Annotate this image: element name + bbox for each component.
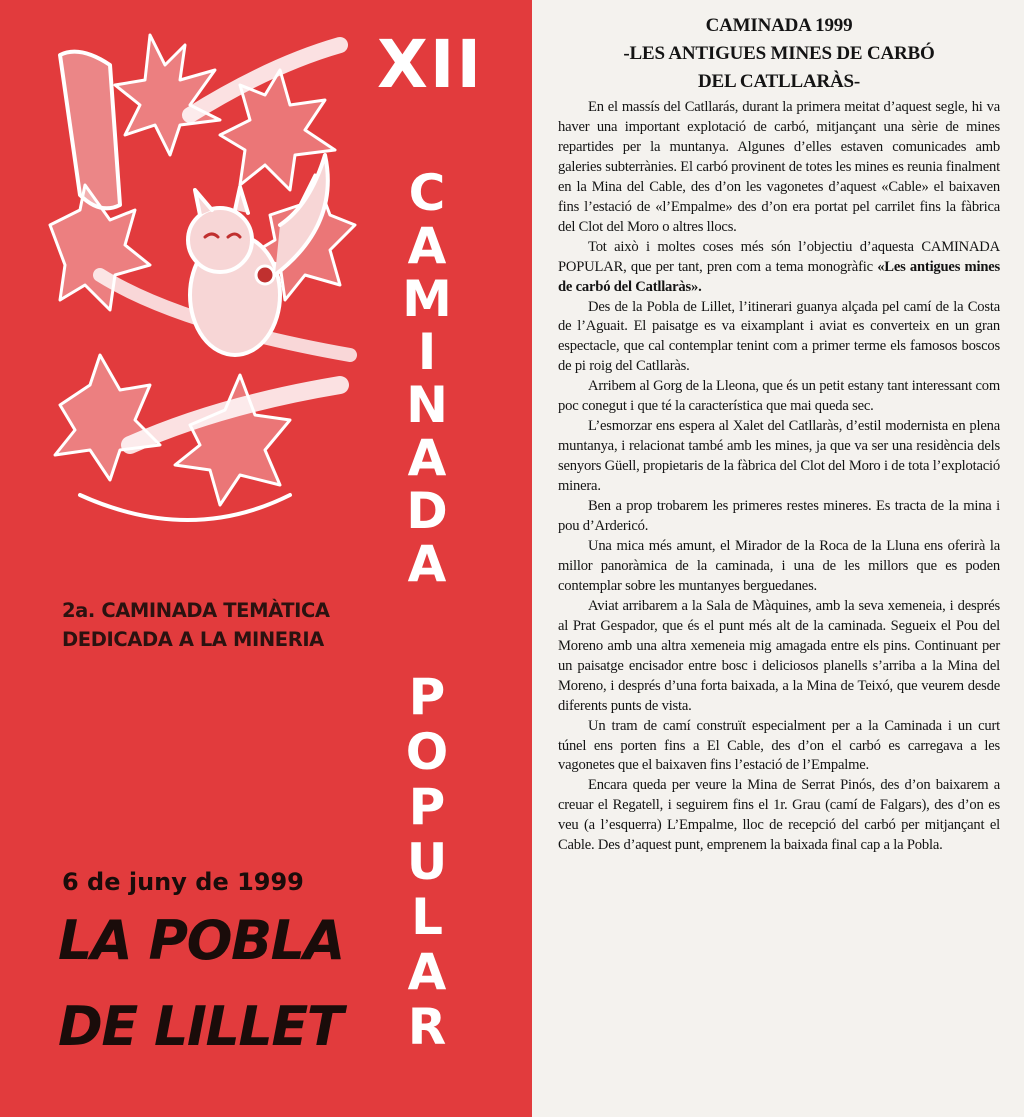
- article-paragraph: Un tram de camí construït especialment per a la Caminada i un curt túnel ens porten fins a El Cable, des d’on el carbó es carregava a les vagonetes que el baixaven fins l’estació de l’Empalme.: [558, 717, 1000, 774]
- article-paragraph: Aviat arribarem a la Sala de Màquines, amb la seva xemeneia, i després al Prat Gespador, que és el punt més alt de la caminada. Segueix el Pou del Moreno amb una altra xemeneia mig amagada entre els pins. Continuant per un paisatge encisador entre bosc i deliciosos planells s’arriba a la Mina del Moreno, i després d’una forta baixada, a la Mina de Teixó, que veurem desde diferents punts de vista.: [558, 597, 1000, 714]
- vertical-letter: O: [405, 723, 449, 781]
- squirrel-among-oak-leaves-icon: [40, 25, 360, 535]
- article-paragraph: L’esmorzar ens espera al Xalet del Catllaràs, d’estil modernista en plena muntanya, i relacionat també amb les mines, ja que va ser una residència dels senyors Güell, propietaris de la fàbrica del Clot del Moro i de tota l’explotació minera.: [558, 418, 1000, 495]
- title-line: CAMINADA 1999: [705, 15, 853, 36]
- vertical-letter: U: [406, 833, 448, 891]
- article-paragraph: Encara queda per veure la Mina de Serrat Pinós, des d’on baixarem a creuar el Regatell, i seguirem fins el 1r. Grau (camí de Falgars), des d’on es veu (a l’esquerra) L’Empalme, lloc de recepció del carbó per mitjançant el Cable. Des d’aquest punt, emprenem la baixada final cap a la Pobla.: [558, 777, 1000, 854]
- vertical-letter: R: [407, 998, 447, 1056]
- vertical-letter: A: [407, 943, 447, 1001]
- vertical-letter: M: [402, 270, 452, 328]
- vertical-letter: L: [411, 888, 443, 946]
- vertical-letter: C: [408, 164, 446, 222]
- theme-highlight: «Les antigues mines de carbó del Catllaràs».: [558, 258, 1000, 295]
- vertical-letter: P: [408, 778, 446, 836]
- vertical-letter: P: [408, 668, 446, 726]
- vertical-letter: N: [406, 376, 448, 434]
- theme-line: 2a. CAMINADA TEMÀTICA: [62, 599, 330, 622]
- article-title: [558, 12, 1000, 96]
- vertical-letter: D: [406, 482, 448, 540]
- vertical-letter: A: [407, 429, 447, 487]
- vertical-letter: I: [417, 323, 437, 381]
- vertical-word-caminada: [392, 164, 462, 593]
- vertical-letter: A: [407, 217, 447, 275]
- vertical-letter: A: [407, 535, 447, 593]
- vertical-word-popular: [392, 668, 462, 1057]
- article-paragraph: Arribem al Gorg de la Lleona, que és un petit estany tant interessant com poc conegut i que té la característica que mai queda sec.: [558, 378, 1000, 415]
- title-line: -LES ANTIGUES MINES DE CARBÓ: [623, 43, 935, 64]
- town-name: [58, 898, 344, 1070]
- article-panel: [558, 12, 1000, 856]
- event-date: 6 de juny de 1999: [62, 868, 304, 896]
- article-paragraph: En el massís del Catllarás, durant la primera meitat d’aquest segle, hi va haver una important explotació de carbó, mitjançant una sèrie de mines repartides per la muntanya. Algunes d’elles estaven comunicades amb galeries subterrànies. El carbó provinent de totes les mines es reunia finalment en la Mina del Cable, des d’on les vagonetes d’aquest «Cable» el baixaven fins l’estació de «l’Empalme» des d’on era portat pel carrilet fins la fàbrica del Clot del Moro o altres llocs.: [558, 99, 1000, 235]
- article-paragraph: Des de la Pobla de Lillet, l’itinerari guanya alçada pel camí de la Costa de l’Aguait. El paisatge es va eixamplant i aviat es converteix en un gran espectacle, que cal contemplar tenint com a primer terme els famosos boscos de pi roig del Catllaràs.: [558, 298, 1000, 375]
- town-line: DE LILLET: [58, 995, 343, 1058]
- town-line: LA POBLA: [58, 909, 344, 972]
- theme-line: DEDICADA A LA MINERIA: [62, 628, 324, 651]
- title-line: DEL CATLLARÀS-: [697, 71, 861, 92]
- article-body: [558, 98, 1000, 856]
- article-paragraph: Tot això i moltes coses més són l’objectiu d’aquesta CAMINADA POPULAR, que per tant, pren com a tema monogràfic «Les antigues mines de carbó del Catllaràs».: [558, 238, 1000, 295]
- article-paragraph: Ben a prop trobarem les primeres restes mineres. Es tracta de la mina i pou d’Ardericó.: [558, 498, 1000, 535]
- theme-caption: [62, 596, 382, 654]
- edition-numeral: XII: [377, 26, 483, 103]
- article-paragraph: Una mica més amunt, el Mirador de la Roca de la Lluna ens oferirà la millor panoràmica de la caminada, i una de les millors que es poden contemplar sobre les muntanyes berguedanes.: [558, 537, 1000, 594]
